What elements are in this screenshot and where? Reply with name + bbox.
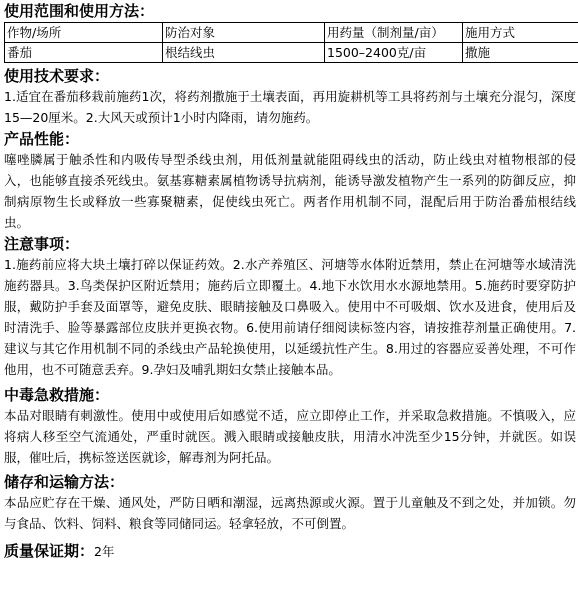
usage-table-header-row xyxy=(5,23,578,43)
warranty-title: 质量保证期： xyxy=(4,542,95,560)
performance-section-title: 产品性能： xyxy=(4,130,80,148)
precautions-section-title: 注意事项： xyxy=(4,235,80,253)
technique-section-title: 使用技术要求： xyxy=(4,67,110,85)
table-row xyxy=(5,43,578,63)
warranty-value: 2年 xyxy=(94,544,115,559)
header-method: 施用方式 xyxy=(463,23,578,43)
cell-crop: 番茄 xyxy=(5,43,163,63)
first-aid-text: 本品对眼睛有刺激性。使用中或使用后如感觉不适，应立即停止工作，并采取急救措施。不慎吸入，应将病人移至空气流通处，严重时就医。溅入眼睛或接触皮肤，用清水冲洗至少15分钟，并就医。如误服，催吐后，携标签送医就诊，解毒剂为阿托品。 xyxy=(4,408,576,465)
first-aid-section-title: 中毒急救措施： xyxy=(4,386,110,404)
storage-text: 本品应贮存在干燥、通风处，严防日晒和潮湿，远离热源或火源。置于儿童触及不到之处，并加锁。勿与食品、饮料、饲料、粮食等同储同运。轻拿轻放，不可倒置。 xyxy=(4,495,576,531)
precautions-text: 1.施药前应将大块土壤打碎以保证药效。2.水产养殖区、河塘等水体附近禁用，禁止在河塘等水域清洗施药器具。3.鸟类保护区附近禁用；施药后立即覆土。4.地下水饮用水水源地禁用。5.施药时要穿防护服，戴防护手套及面罩等，避免皮肤、眼睛接触及口鼻吸入。使用中不可吸烟、饮水及进食，使用后及时清洗手、脸等暴露部位皮肤并更换衣物。6.使用前请仔细阅读标签内容，请按推荐剂量正确使用。7.建议与其它作用机制不同的杀线虫产品轮换使用，以延缓抗性产生。8.用过的容器应妥善处理，不可作他用，也不可随意丢弃。9.孕妇及哺乳期妇女禁止接触本品。 xyxy=(4,257,576,377)
header-target: 防治对象 xyxy=(163,23,325,43)
cell-method: 撒施 xyxy=(463,43,578,63)
storage-section-title: 储存和运输方法： xyxy=(4,473,125,491)
cell-dosage: 1500–2400克/亩 xyxy=(325,43,463,63)
performance-text: 噻唑膦属于触杀性和内吸传导型杀线虫剂，用低剂量就能阻碍线虫的活动，防止线虫对植物根部的侵入，也能够直接杀死线虫。氨基寡糖素属植物诱导抗病剂，能诱导激发植物产生一系列的防御反应，抑制病原物生长或释放一些寡聚糖素，促使线虫死亡。两者作用机制不同，混配后用于防治番茄根结线虫。 xyxy=(4,152,576,230)
usage-section-title: 使用范围和使用方法： xyxy=(4,2,155,20)
header-crop: 作物/场所 xyxy=(5,23,163,43)
warranty-line xyxy=(4,540,576,563)
header-dosage: 用药量（制剂量/亩） xyxy=(325,23,463,43)
technique-text: 1.适宜在番茄移栽前施药1次，将药剂撒施于土壤表面，再用旋耕机等工具将药剂与土壤充分混匀，深度15—20厘米。2.大风天或预计1小时内降雨，请勿施药。 xyxy=(4,89,576,125)
cell-target: 根结线虫 xyxy=(163,43,325,63)
usage-table xyxy=(4,22,578,63)
